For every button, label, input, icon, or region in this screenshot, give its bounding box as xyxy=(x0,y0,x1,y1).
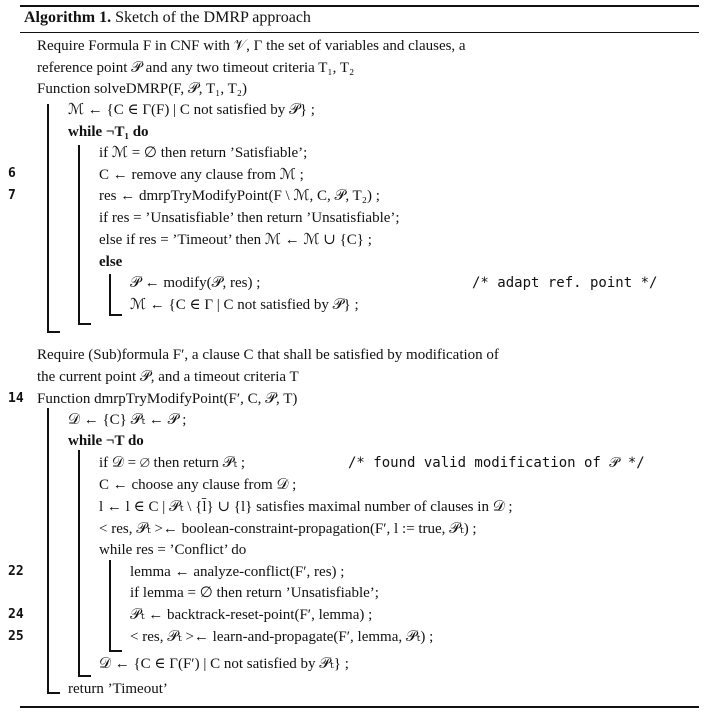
function-body-foot xyxy=(47,331,60,333)
algo-line: 𝒫ₜ ← backtrack-reset-point(F′, lemma) ; xyxy=(130,607,373,623)
top-rule xyxy=(20,5,699,7)
while2-body-bar xyxy=(78,450,80,677)
line-number: 14 xyxy=(8,391,24,406)
algo-line: if ℳ = ∅ then return ’Satisfiable’; xyxy=(99,145,308,161)
caption-title: Sketch of the DMRP approach xyxy=(115,9,311,26)
algo-line: if lemma = ∅ then return ’Unsatisfiable’; xyxy=(130,585,379,601)
algo-line: else xyxy=(99,254,123,270)
algo-line: lemma ← analyze-conflict(F′, res) ; xyxy=(130,564,345,580)
algo-line: Function solveDMRP(F, 𝒫, T₁, T₂) xyxy=(37,81,247,97)
while2-body-foot xyxy=(78,675,91,677)
algo-line: C ← remove any clause from ℳ ; xyxy=(99,167,304,183)
line-number: 6 xyxy=(8,166,16,181)
while-body-foot xyxy=(78,323,91,325)
algo-line: res ← dmrpTryModifyPoint(F \ ℳ, C, 𝒫, T₂) ; xyxy=(99,188,380,204)
algo-line: Require Formula F in CNF with 𝒱, Γ the set of variables and clauses, a xyxy=(37,38,466,54)
algo-line: the current point 𝒫, and a timeout criteria T xyxy=(37,369,299,385)
caption-rule xyxy=(20,32,699,33)
algo-line: while ¬T do xyxy=(68,433,144,449)
caption-label: Algorithm 1. xyxy=(24,9,112,26)
algorithm-caption xyxy=(24,9,311,27)
algo-line: return ’Timeout’ xyxy=(68,681,168,697)
algo-line: while res = ’Conflict’ do xyxy=(99,542,247,558)
algo-line: reference point 𝒫 and any two timeout criteria T₁, T₂ xyxy=(37,60,355,76)
else-body-foot xyxy=(109,314,122,316)
algo-line: else if res = ’Timeout’ then ℳ ← ℳ ∪ {C} ; xyxy=(99,232,372,248)
algo-line: 𝒟 ← {C} 𝒫ₜ ← 𝒫 ; xyxy=(68,412,187,428)
function2-body-bar xyxy=(47,408,49,694)
conflict-loop-foot xyxy=(109,650,122,652)
algo-line: while ¬T₁ do xyxy=(68,124,149,140)
algo-line: 𝒫 ← modify(𝒫, res) ; xyxy=(130,275,261,291)
else-body-bar xyxy=(109,274,111,316)
while-body-bar xyxy=(78,145,80,325)
comment: /* found valid modification of 𝒫 */ xyxy=(348,455,645,471)
algo-line: Function dmrpTryModifyPoint(F′, C, 𝒫, T) xyxy=(37,391,298,407)
line-number: 24 xyxy=(8,607,24,622)
conflict-loop-bar xyxy=(109,560,111,652)
algo-line: ℳ ← {C ∈ Γ | C not satisfied by 𝒫} ; xyxy=(130,297,359,313)
algo-line: < res, 𝒫ₜ >← boolean-constraint-propagation(F′, l := true, 𝒫ₜ) ; xyxy=(99,521,477,537)
line-number: 22 xyxy=(8,564,24,579)
algo-line: if res = ’Unsatisfiable’ then return ’Unsatisfiable’; xyxy=(99,210,400,226)
function2-body-foot xyxy=(47,692,60,694)
algo-line: 𝒟 ← {C ∈ Γ(F′) | C not satisfied by 𝒫ₜ} ; xyxy=(99,656,349,672)
algo-line: ℳ ← {C ∈ Γ(F) | C not satisfied by 𝒫} ; xyxy=(68,102,315,118)
function-body-bar xyxy=(47,104,49,333)
algo-line: C ← choose any clause from 𝒟 ; xyxy=(99,477,297,493)
bottom-rule xyxy=(20,706,699,708)
algo-line: l ← l ∈ C | 𝒫ₜ \ {l̄} ∪ {l} satisfies maximal number of clauses in 𝒟 ; xyxy=(99,499,513,515)
line-number: 7 xyxy=(8,188,16,203)
algo-line: Require (Sub)formula F′, a clause C that shall be satisfied by modification of xyxy=(37,347,499,363)
comment: /* adapt ref. point */ xyxy=(472,275,658,291)
line-number: 25 xyxy=(8,629,24,644)
algo-line: < res, 𝒫ₜ >← learn-and-propagate(F′, lemma, 𝒫ₜ) ; xyxy=(130,629,434,645)
algo-line: if 𝒟 = ∅ then return 𝒫ₜ ; xyxy=(99,455,246,471)
